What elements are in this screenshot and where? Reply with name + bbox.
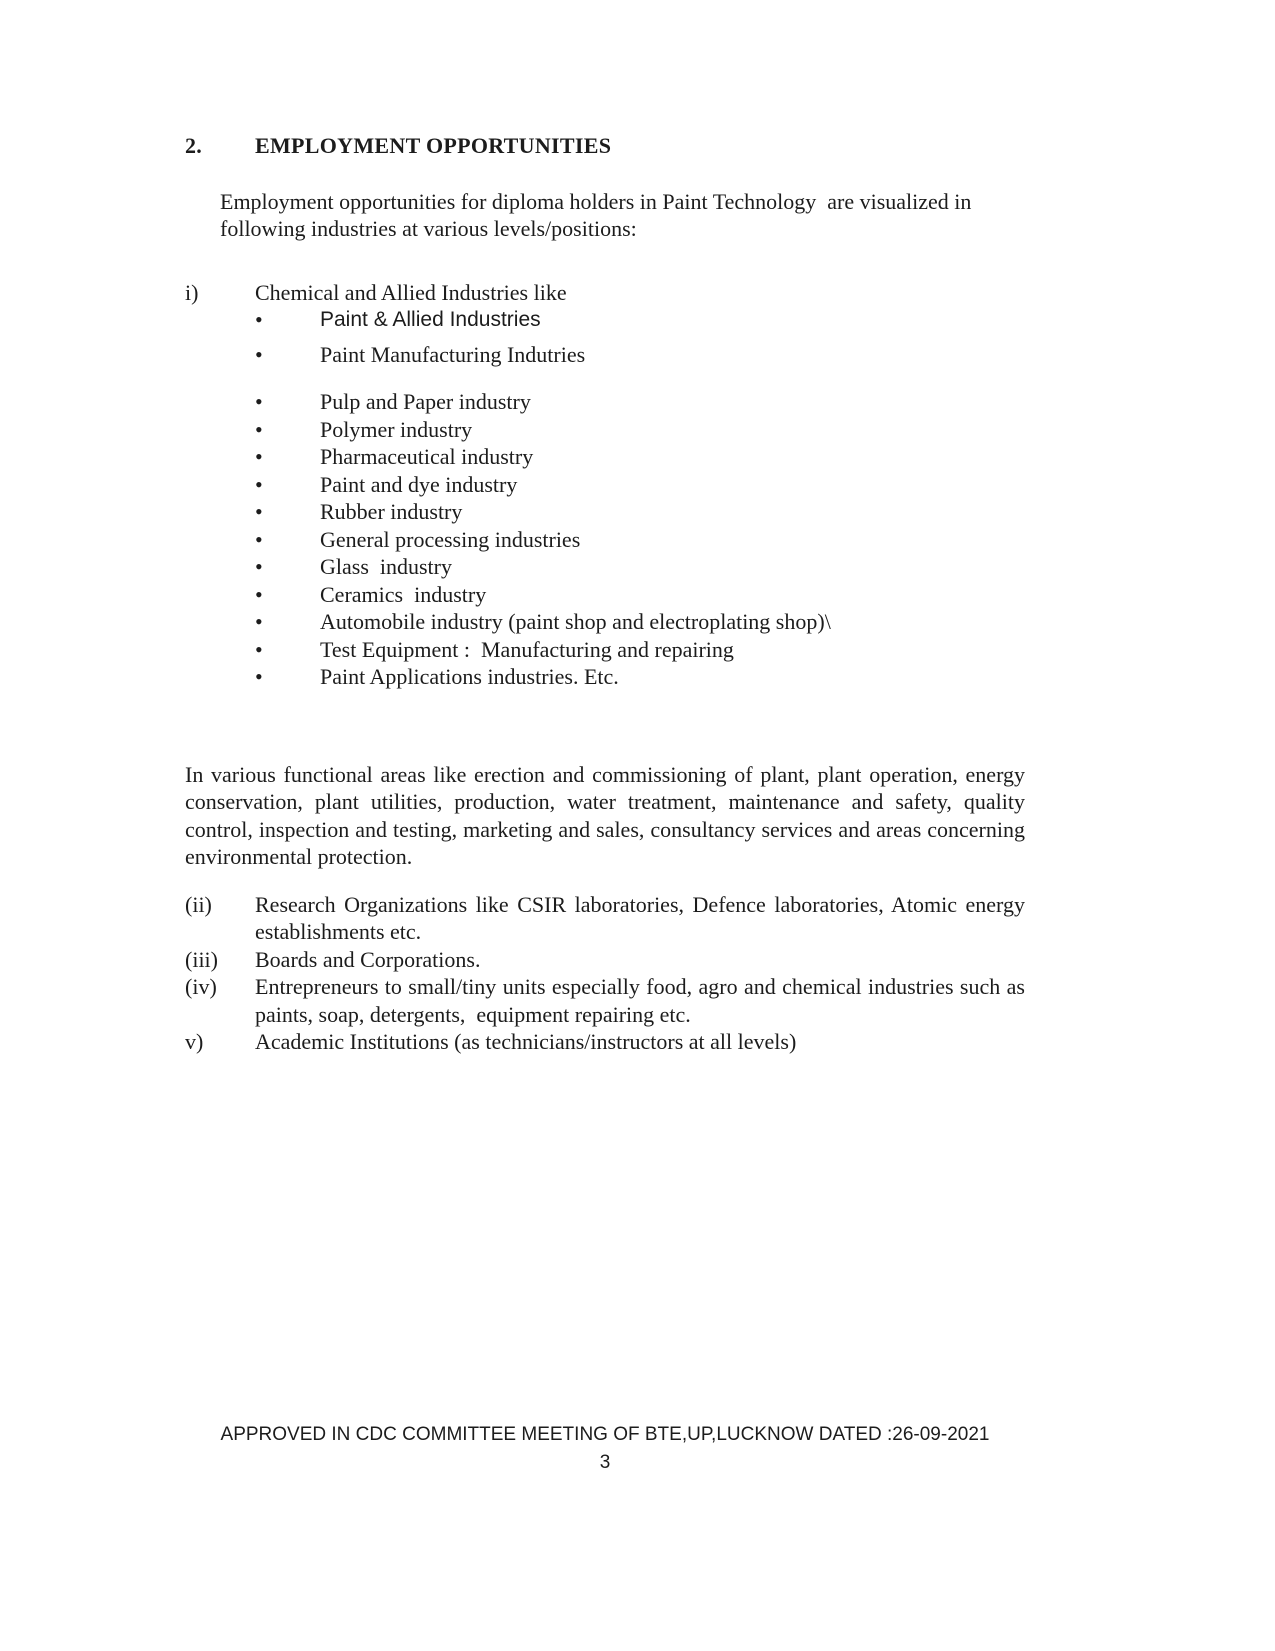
bullet-text: Pharmaceutical industry	[320, 444, 534, 469]
bullet-icon	[255, 526, 320, 554]
bullet-icon	[255, 608, 320, 636]
list-item-text: Research Organizations like CSIR laboratories, Defence laboratories, Atomic energy establishments etc.	[255, 891, 1031, 944]
page-content	[185, 132, 1031, 1056]
list-item	[255, 388, 1025, 416]
list-item	[255, 443, 1025, 471]
list-item	[255, 471, 1025, 499]
list-item	[185, 973, 1031, 1028]
list-item	[255, 306, 1025, 334]
intro-paragraph: Employment opportunities for diploma holders in Paint Technology are visualized in following industries at various levels/positions:	[220, 188, 977, 241]
functional-areas-paragraph: In various functional areas like erection and commissioning of plant, plant operation, energy conservation, plant utilities, production, water treatment, maintenance and safety, quality control, inspection and testing, marketing and sales, consultancy services and areas concerning environmental protection.	[185, 761, 1031, 869]
list-item	[255, 553, 1025, 581]
list-item-text: Entrepreneurs to small/tiny units especially food, agro and chemical industries such as paints, soap, detergents, equipment repairing etc.	[255, 974, 1031, 1027]
bullet-text: Paint & Allied Industries	[320, 308, 541, 331]
bullet-icon	[255, 663, 320, 691]
bullet-icon	[255, 581, 320, 609]
list-item-label: (ii)	[185, 891, 212, 917]
list-item-i	[185, 279, 1025, 307]
bullet-text: Ceramics industry	[320, 581, 487, 607]
bullet-icon	[255, 498, 320, 526]
bullet-text: Glass industry	[320, 554, 452, 579]
list-item	[255, 341, 1025, 369]
bullet-text: Automobile industry (paint shop and electroplating shop)\	[320, 609, 831, 634]
list-item	[185, 1028, 1025, 1056]
list-item	[255, 663, 1025, 691]
bullet-icon	[255, 553, 320, 581]
list-item-text: Boards and Corporations.	[255, 946, 481, 972]
bullet-text: Rubber industry	[320, 499, 463, 524]
bullet-icon	[255, 471, 320, 499]
bullet-icon	[255, 341, 320, 369]
list-item	[255, 608, 1025, 636]
section-title: EMPLOYMENT OPPORTUNITIES	[255, 133, 612, 158]
list-item	[255, 526, 1025, 554]
numbered-list	[185, 891, 1031, 1056]
list-item-text: Academic Institutions (as technicians/instructors at all levels)	[255, 1029, 797, 1054]
list-item	[185, 946, 1025, 974]
list-item	[185, 891, 1031, 946]
list-item	[255, 581, 1025, 609]
bullet-text: Paint and dye industry	[320, 471, 518, 497]
bullet-icon	[255, 306, 320, 334]
bullet-list-primary	[255, 306, 1025, 368]
bullet-list-industries	[255, 388, 1025, 691]
bullet-text: Pulp and Paper industry	[320, 389, 531, 414]
approval-footer: APPROVED IN CDC COMMITTEE MEETING OF BTE,UP,LUCKNOW DATED :26-09-2021	[220, 1424, 990, 1445]
bullet-text: Test Equipment : Manufacturing and repairing	[320, 636, 734, 662]
list-item-label: (iii)	[185, 946, 218, 972]
list-item	[255, 636, 1025, 664]
list-item-label: v)	[185, 1029, 204, 1054]
list-item-label: i)	[185, 279, 199, 305]
list-item-label: (iv)	[185, 974, 217, 999]
page-number: 3	[599, 1452, 611, 1473]
section-heading	[185, 132, 1025, 160]
bullet-icon	[255, 443, 320, 471]
bullet-text: General processing industries	[320, 526, 581, 552]
list-item-text: Chemical and Allied Industries like	[255, 279, 567, 305]
bullet-icon	[255, 416, 320, 444]
list-item	[255, 498, 1025, 526]
bullet-text: Polymer industry	[320, 416, 473, 442]
bullet-text: Paint Manufacturing Indutries	[320, 341, 586, 367]
list-item	[255, 416, 1025, 444]
bullet-icon	[255, 388, 320, 416]
bullet-icon	[255, 636, 320, 664]
section-number: 2.	[185, 133, 203, 158]
bullet-text: Paint Applications industries. Etc.	[320, 664, 619, 689]
